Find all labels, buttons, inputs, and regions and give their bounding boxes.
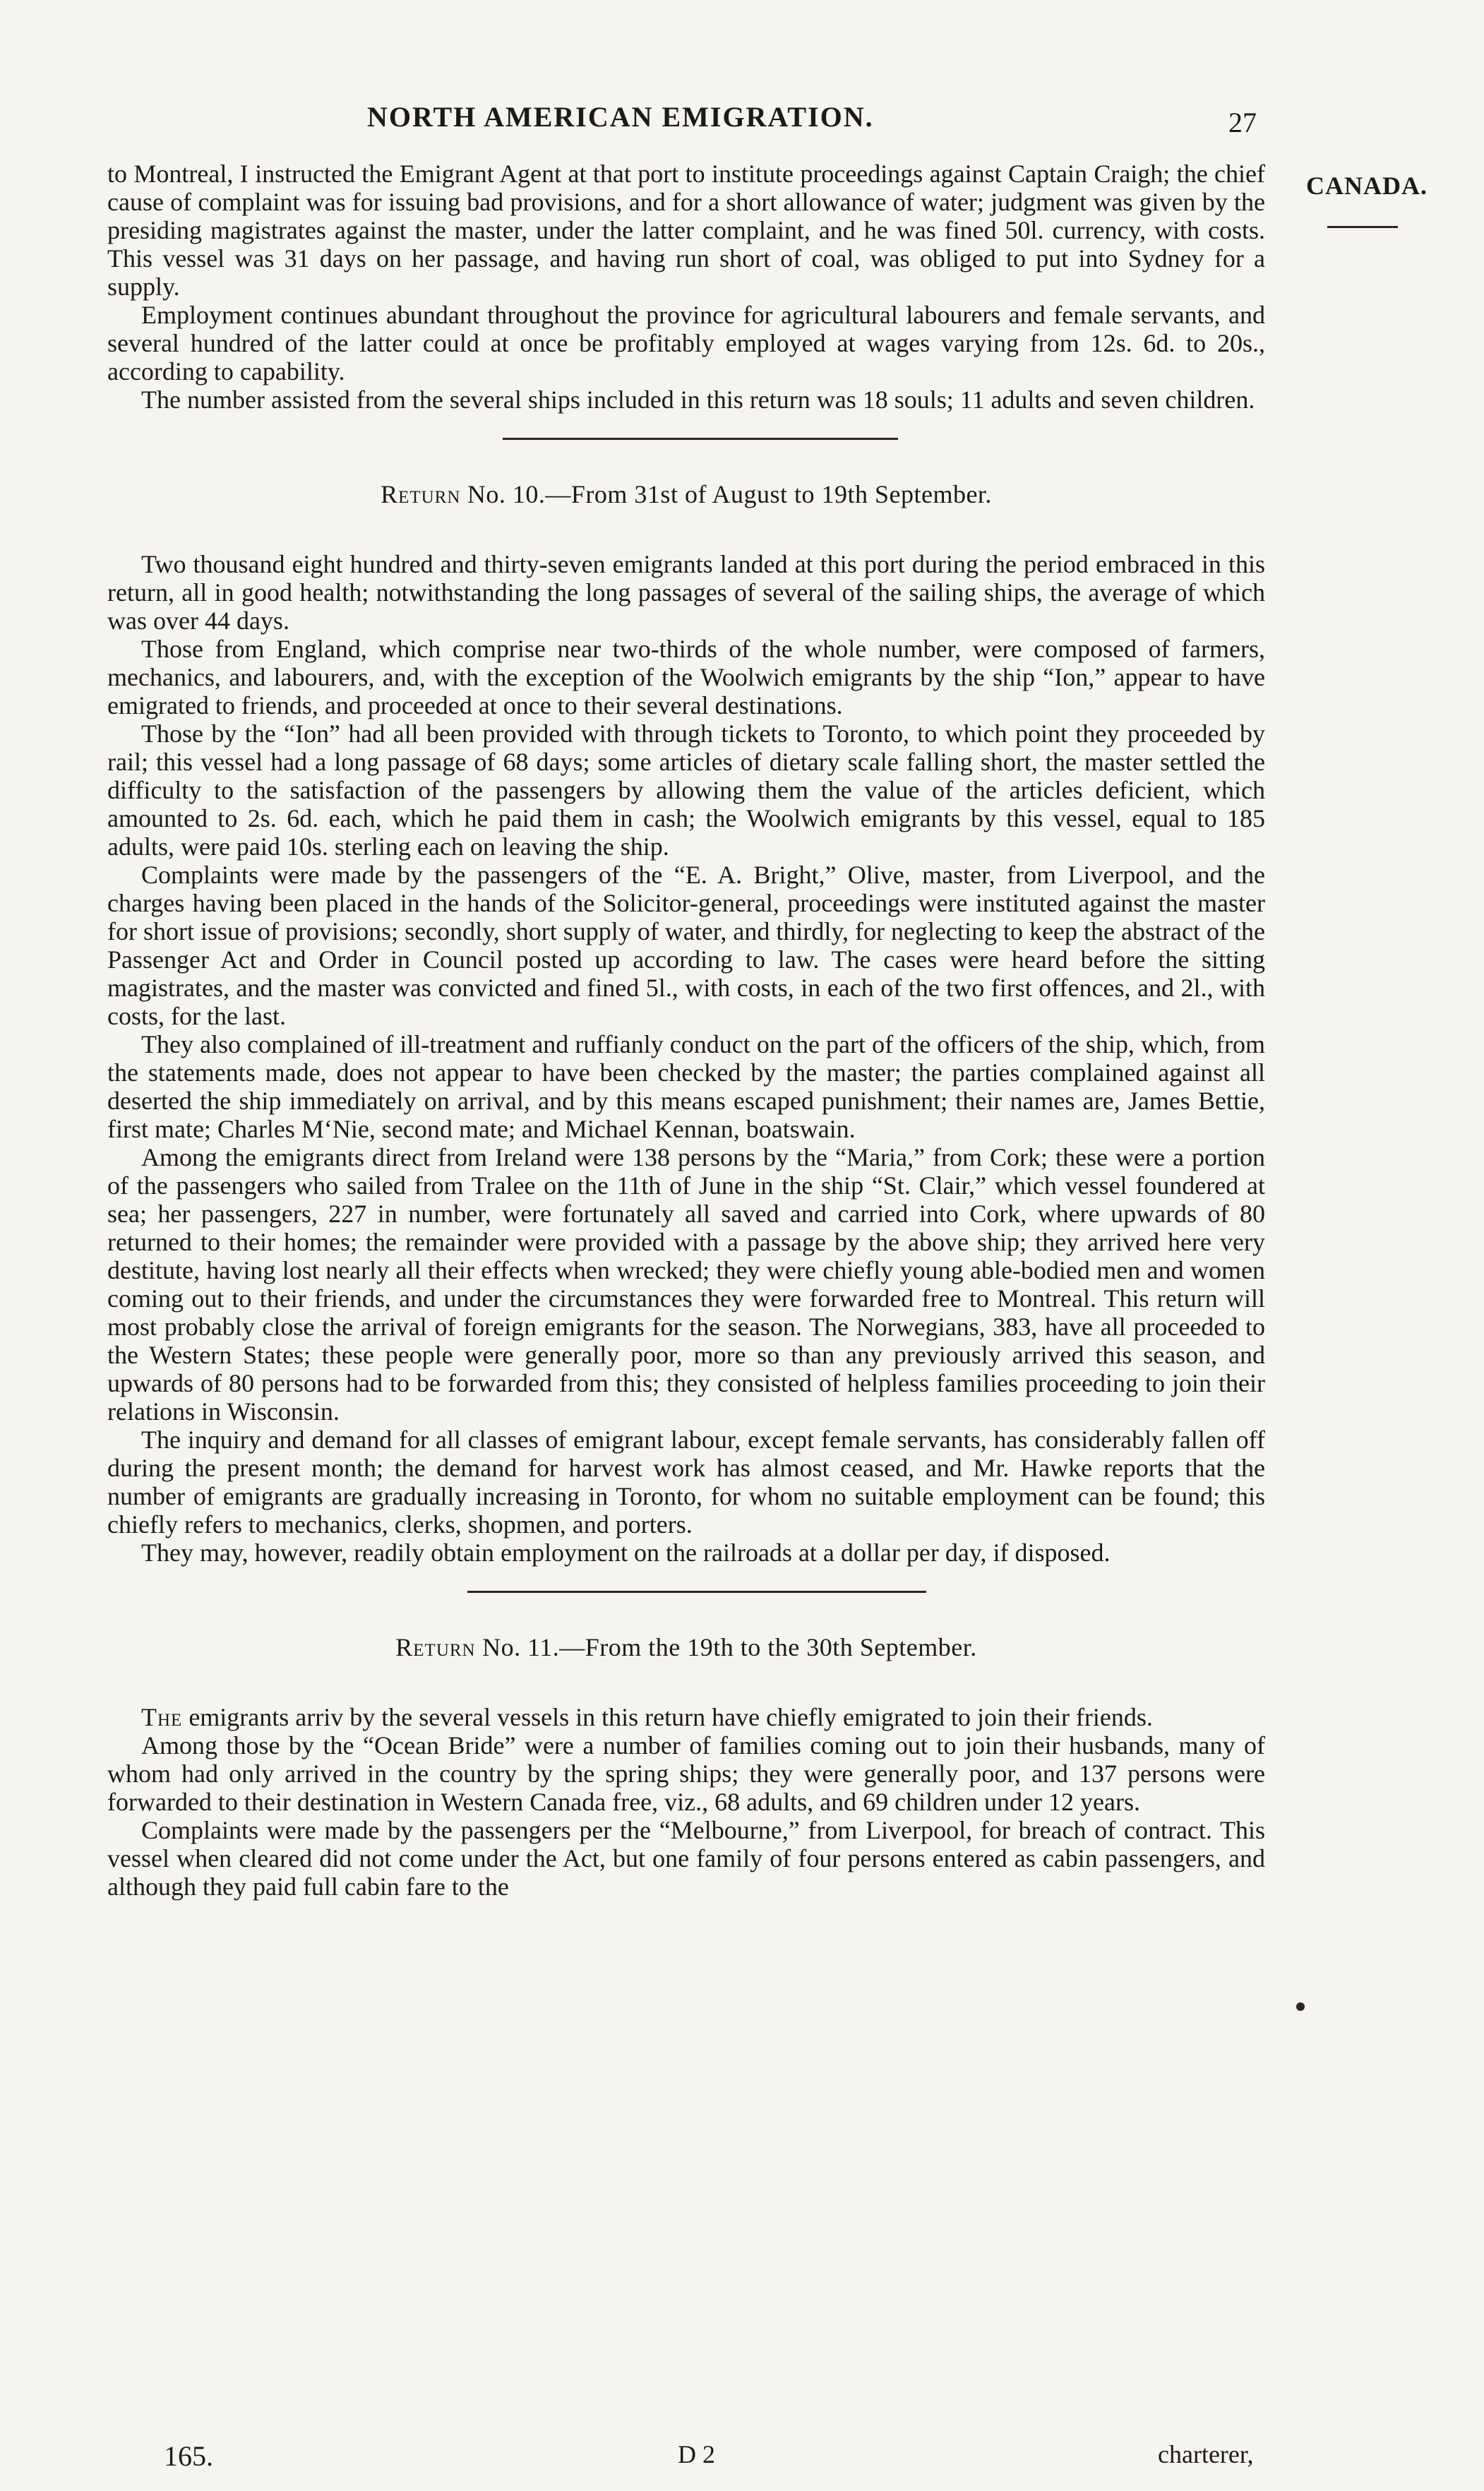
return-11-paragraph-1-text: emigrants arriv by the several vessels in this return have chiefly emigrated to join their friends. — [182, 1703, 1153, 1731]
signature-number: 165. — [164, 2440, 213, 2472]
continuation-paragraph-3: The number assisted from the several ships included in this return was 18 souls; 11 adults and seven children. — [141, 386, 1255, 414]
page-number: 27 — [1228, 107, 1257, 138]
return-11-heading — [107, 1632, 1265, 1662]
return-10-paragraph: They may, however, readily obtain employment on the railroads at a dollar per day, if disposed. — [141, 1539, 1111, 1567]
return-11-first-word: The — [141, 1703, 183, 1731]
continuation-paragraph-2: Employment continues abundant throughout the province for agricultural labourers and female servants, and several hundred of the latter could at once be profitably employed at wages varying from 12s. 6d. to 20s., according to capability. — [107, 301, 1265, 386]
return-11-paragraph: Among those by the “Ocean Bride” were a number of families coming out to join their husbands, many of whom had only arrived in the country by the spring ships; they were generally poor, and 137 persons were forwarded to their destination in Western Canada free, viz., 68 adults, and 69 children under 12 years. — [107, 1731, 1265, 1816]
section-divider — [503, 438, 898, 440]
sheet-mark: D 2 — [678, 2440, 715, 2468]
return-10-heading-text: No. 10.—From 31st of August to 19th September. — [467, 480, 992, 508]
return-11-heading-prefix: Return — [395, 1633, 476, 1661]
return-10-paragraph: Among the emigrants direct from Ireland were 138 persons by the “Maria,” from Cork; these were a portion of the passengers who sailed from Tralee on the 11th of June in the ship “St. Clair,” which vessel foundered at sea; her passengers, 227 in number, were fortunately all saved and carried into Cork, where upwards of 80 returned to their homes; the remainder were provided with a passage by the above ship; they arrived here very destitute, having lost nearly all their effects when wrecked; they were chiefly young able-bodied men and women coming out to their friends, and under the circumstances they were forwarded free to Montreal. This return will most probably close the arrival of foreign emigrants for the season. The Norwegians, 383, have all proceeded to the Western States; these people were generally poor, more so than any previously arrived this season, and upwards of 80 persons had to be forwarded from this; they consisted of helpless families proceeding to join their relations in Wisconsin. — [107, 1143, 1265, 1426]
margin-note-canada: CANADA. — [1306, 172, 1428, 200]
return-10-paragraph: Two thousand eight hundred and thirty-seven emigrants landed at this port during the period embraced in this return, all in good health; notwithstanding the long passages of several of the sailing ships, the average of which was over 44 days. — [107, 550, 1265, 635]
margin-note-rule — [1327, 226, 1398, 228]
return-11-paragraph-1 — [107, 1703, 1265, 1731]
page-footer — [0, 2439, 1484, 2475]
return-10-paragraph: Complaints were made by the passengers of the “E. A. Bright,” Olive, master, from Liverpool, and the charges having been placed in the hands of the Solicitor-general, proceedings were instituted against the master for short issue of provisions; secondly, short supply of water, and thirdly, for neglecting to keep the abstract of the Passenger Act and Order in Council posted up according to law. The cases were heard before the sitting magistrates, and the master was convicted and fined 5l., with costs, in each of the two first offences, and 2l., with costs, for the last. — [107, 861, 1265, 1030]
return-10-paragraph: They also complained of ill-treatment and ruffianly conduct on the part of the officers of the ship, which, from the statements made, does not appear to have been checked by the master; the parties complained against all deserted the ship immediately on arrival, and by this means escaped punishment; their names are, James Bettie, first mate; Charles M‘Nie, second mate; and Michael Kennan, boatswain. — [107, 1030, 1265, 1143]
section-divider — [467, 1591, 926, 1593]
return-10-heading — [107, 479, 1265, 509]
catchword: charterer, — [1158, 2440, 1254, 2468]
ink-speck — [1296, 2002, 1305, 2011]
return-11-heading-text: No. 11.—From the 19th to the 30th September. — [482, 1633, 977, 1661]
running-title: NORTH AMERICAN EMIGRATION. — [367, 101, 874, 133]
return-10-heading-prefix: Return — [381, 480, 461, 508]
continuation-paragraph-1: to Montreal, I instructed the Emigrant Agent at that port to institute proceedings against Captain Craigh; the chief cause of complaint was for issuing bad provisions, and for a short allowance of water; judgment was given by the presiding magistrates against the master, under the latter complaint, and he was fined 50l. currency, with costs. This vessel was 31 days on her passage, and having run short of coal, was obliged to put into Sydney for a supply. — [107, 160, 1265, 301]
return-10-paragraph: Those by the “Ion” had all been provided with through tickets to Toronto, to which point they proceeded by rail; this vessel had a long passage of 68 days; some articles of dietary scale falling short, the master settled the difficulty to the satisfaction of the passengers by allowing them the value of the articles deficient, which amounted to 2s. 6d. each, which he paid them in cash; the Woolwich emigrants by this vessel, equal to 185 adults, were paid 10s. sterling each on leaving the ship. — [107, 719, 1265, 861]
return-10-paragraph: The inquiry and demand for all classes of emigrant labour, except female servants, has considerably fallen off during the present month; the demand for harvest work has almost ceased, and Mr. Hawke reports that the number of emigrants are gradually increasing in Toronto, for whom no suitable employment can be found; this chiefly refers to mechanics, clerks, shopmen, and porters. — [107, 1426, 1265, 1539]
return-10-paragraph: Those from England, which comprise near two-thirds of the whole number, were composed of farmers, mechanics, and labourers, and, with the exception of the Woolwich emigrants by the ship “Ion,” appear to have emigrated to friends, and proceeded at once to their several destinations. — [107, 635, 1265, 719]
return-11-paragraph: Complaints were made by the passengers per the “Melbourne,” from Liverpool, for breach of contract. This vessel when cleared did not come under the Act, but one family of four persons entered as cabin passengers, and although they paid full cabin fare to the — [107, 1816, 1265, 1901]
body-text — [107, 160, 1265, 1901]
